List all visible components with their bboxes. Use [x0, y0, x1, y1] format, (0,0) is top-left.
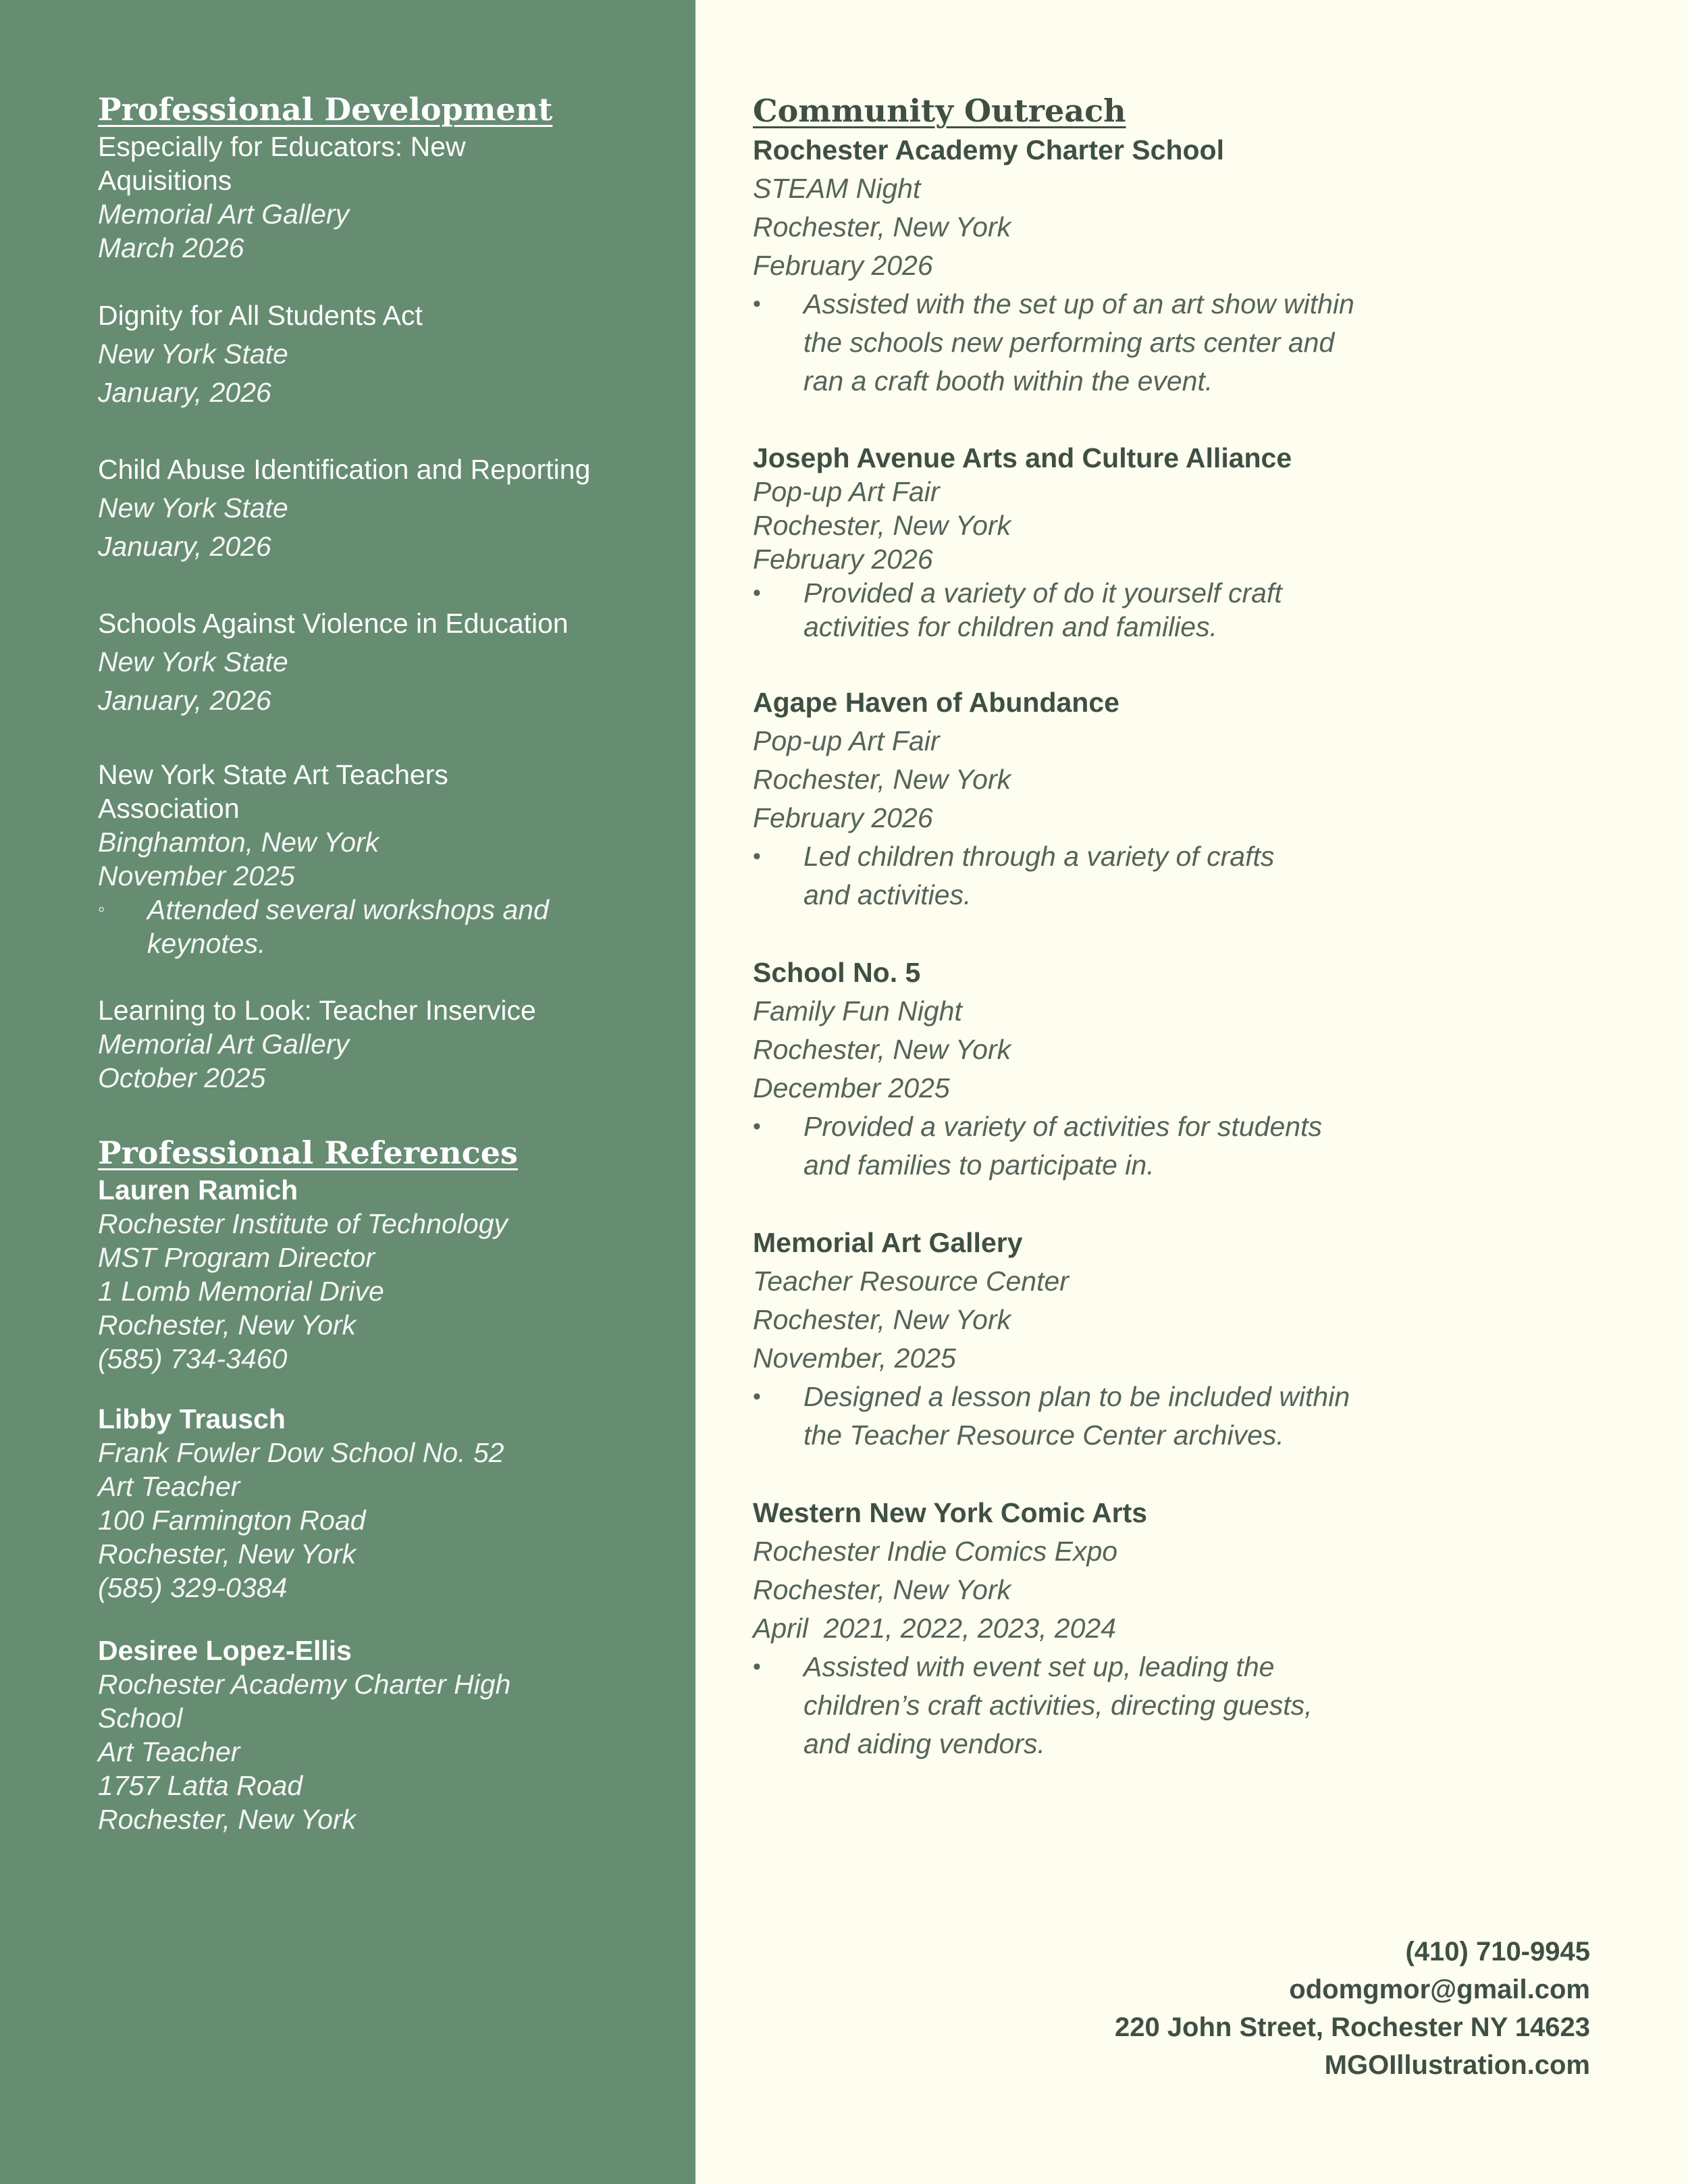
community-outreach-heading: Community Outreach: [753, 93, 1126, 129]
community-outreach-section: [753, 90, 1523, 400]
outreach-bullet: [753, 285, 1361, 400]
pd-item-bullet: [98, 893, 584, 960]
reference-line: Art Teacher: [98, 1736, 240, 1767]
left-sidebar: [0, 0, 695, 2184]
contact-email: odomgmor@gmail.com: [1289, 1975, 1590, 2004]
contact-address: 220 John Street, Rochester NY 14623: [1114, 2012, 1590, 2042]
outreach-bullet-text: Assisted with the set up of an art show within the schools new performing arts center and ran a craft booth within the event.: [803, 288, 1354, 396]
pd-item: [98, 450, 679, 566]
pd-item-org: New York State: [98, 338, 288, 369]
professional-development-heading: Professional Development: [98, 91, 553, 128]
reference-line: Art Teacher: [98, 1471, 240, 1502]
dot-bullet-icon: •: [753, 1114, 761, 1139]
pd-item-date: October 2025: [98, 1062, 266, 1093]
outreach-bullet: [753, 1378, 1361, 1455]
dot-bullet-icon: •: [753, 580, 761, 606]
outreach-date: April 2021, 2022, 2023, 2024: [753, 1613, 1116, 1644]
pd-item-date: March 2026: [98, 232, 244, 263]
reference-line: Rochester Institute of Technology: [98, 1208, 508, 1239]
reference-line: Rochester, New York: [98, 1804, 357, 1835]
outreach-entry: [753, 954, 1523, 1185]
pd-item-date: January, 2026: [98, 531, 271, 562]
contact-website: MGOIllustration.com: [1324, 2050, 1590, 2080]
outreach-event: Family Fun Night: [753, 995, 962, 1026]
outreach-location: Rochester, New York: [753, 211, 1011, 242]
pd-item-org: Binghamton, New York: [98, 827, 379, 858]
pd-item-title: New York State Art Teachers Association: [98, 759, 448, 824]
outreach-date: February 2026: [753, 802, 933, 833]
outreach-event: Pop-up Art Fair: [753, 725, 940, 756]
reference-line: Rochester, New York: [98, 1309, 357, 1341]
pd-item-date: January, 2026: [98, 685, 271, 716]
reference-line: 1 Lomb Memorial Drive: [98, 1276, 384, 1307]
dot-bullet-icon: •: [753, 1384, 761, 1409]
reference-line: (585) 734-3460: [98, 1343, 288, 1374]
outreach-bullet: [753, 576, 1334, 644]
pd-item: [98, 758, 679, 960]
outreach-entry: [753, 131, 1523, 400]
outreach-event: Pop-up Art Fair: [753, 476, 940, 507]
outreach-bullet-text: Assisted with event set up, leading the children’s craft activities, directing guests, and aiding vendors.: [803, 1651, 1313, 1759]
dot-bullet-icon: •: [753, 1654, 761, 1680]
outreach-org: Agape Haven of Abundance: [753, 687, 1119, 718]
reference-person: [98, 1402, 679, 1605]
outreach-date: February 2026: [753, 544, 933, 575]
outreach-entry: [753, 1224, 1523, 1455]
outreach-event: STEAM Night: [753, 173, 921, 204]
outreach-bullet: [753, 1108, 1347, 1185]
outreach-date: December 2025: [753, 1072, 950, 1103]
outreach-bullet-text: Designed a lesson plan to be included within the Teacher Resource Center archives.: [803, 1381, 1350, 1451]
dot-bullet-icon: •: [753, 843, 761, 869]
pd-item-org: New York State: [98, 492, 288, 523]
pd-item-org: New York State: [98, 646, 288, 677]
circle-bullet-icon: ◦: [98, 898, 105, 920]
outreach-org: Joseph Avenue Arts and Culture Alliance: [753, 442, 1292, 473]
dot-bullet-icon: •: [753, 291, 761, 317]
outreach-org: Western New York Comic Arts: [753, 1497, 1148, 1528]
outreach-org: School No. 5: [753, 957, 921, 988]
reference-line: MST Program Director: [98, 1242, 375, 1273]
pd-item-title: Learning to Look: Teacher Inservice: [98, 995, 536, 1026]
outreach-bullet: [753, 837, 1307, 914]
reference-line: 1757 Latta Road: [98, 1770, 303, 1801]
pd-item: [98, 296, 679, 412]
pd-item-title: Schools Against Violence in Education: [98, 608, 569, 639]
reference-line: 100 Farmington Road: [98, 1505, 366, 1536]
outreach-entry: [753, 1494, 1523, 1763]
outreach-event: Rochester Indie Comics Expo: [753, 1536, 1118, 1567]
pd-item-title: Dignity for All Students Act: [98, 300, 423, 331]
pd-item-bullet-text: Attended several workshops and keynotes.: [147, 894, 549, 959]
pd-item: [98, 130, 517, 197]
outreach-bullet-text: Led children through a variety of crafts and activities.: [803, 841, 1275, 910]
reference-person: [98, 1634, 679, 1836]
outreach-entry: [753, 683, 1523, 914]
contact-phone: (410) 710-9945: [1405, 1937, 1590, 1967]
outreach-entry: [753, 441, 1523, 644]
professional-references-section: [98, 1133, 679, 1376]
outreach-org: Rochester Academy Charter School: [753, 134, 1224, 165]
professional-development-section: [98, 89, 679, 265]
pd-item-title: Child Abuse Identification and Reporting: [98, 454, 591, 485]
reference-name: Libby Trausch: [98, 1403, 286, 1434]
reference-name: Lauren Ramich: [98, 1174, 298, 1205]
pd-item: [98, 993, 679, 1095]
pd-item-title: Especially for Educators: New Aquisitions: [98, 131, 466, 196]
outreach-org: Memorial Art Gallery: [753, 1227, 1023, 1258]
outreach-location: Rochester, New York: [753, 1574, 1011, 1605]
outreach-bullet-text: Provided a variety of activities for students and families to participate in.: [803, 1111, 1322, 1180]
pd-item: [98, 604, 679, 720]
pd-item-org: Memorial Art Gallery: [98, 199, 350, 230]
reference-line: Frank Fowler Dow School No. 52: [98, 1437, 504, 1468]
main-column: [695, 0, 1688, 2184]
reference-line: (585) 329-0384: [98, 1572, 288, 1603]
reference-person: [98, 1173, 679, 1376]
outreach-location: Rochester, New York: [753, 1034, 1011, 1065]
outreach-date: February 2026: [753, 250, 933, 281]
outreach-location: Rochester, New York: [753, 1304, 1011, 1335]
professional-references-heading: Professional References: [98, 1135, 518, 1171]
outreach-location: Rochester, New York: [753, 764, 1011, 795]
outreach-date: November, 2025: [753, 1343, 956, 1374]
outreach-location: Rochester, New York: [753, 510, 1011, 541]
outreach-event: Teacher Resource Center: [753, 1266, 1069, 1297]
contact-block: [1115, 1933, 1590, 2084]
reference-name: Desiree Lopez-Ellis: [98, 1635, 352, 1666]
outreach-bullet-text: Provided a variety of do it yourself craft activities for children and families.: [803, 577, 1282, 642]
reference-line: Rochester Academy Charter High School: [98, 1669, 511, 1734]
pd-item-org: Memorial Art Gallery: [98, 1029, 350, 1060]
outreach-bullet: [753, 1648, 1347, 1763]
pd-item-date: November 2025: [98, 860, 295, 891]
pd-item-date: January, 2026: [98, 377, 271, 408]
reference-line: Rochester, New York: [98, 1538, 357, 1569]
